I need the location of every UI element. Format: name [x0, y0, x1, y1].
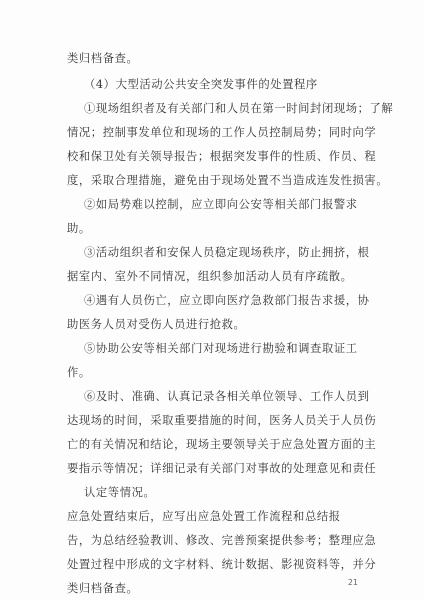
text-line: 达现场的时间，采取重要措施的时间，医务人员关于人员伤 [67, 414, 377, 427]
text-line: ④遇有人员伤亡，应立即向医疗急救部门报告求援，协 [84, 294, 370, 307]
text-line: 校和保卫处有关领导报告；根据突发事件的性质、作员、程 [67, 150, 377, 163]
text-line: 度，采取合理措施，避免由于现场处置不当造成连发性损害。 [67, 174, 389, 187]
text-line: ⑤协助公安等相关部门对现场进行勘验和调查取证工 [84, 342, 358, 355]
text-line: 处置过程中形成的文字材料、统计数据、影视资料等，并分 [67, 558, 377, 571]
text-line: 类归档备查。 [67, 52, 139, 65]
text-line: 助。 [67, 222, 91, 235]
text-line: 类归档备查。 [67, 582, 139, 595]
text-line: 作。 [67, 366, 91, 379]
text-line: ⑥及时、准确、认真记录各相关单位领导、工作人员到 [84, 390, 370, 403]
section-heading: （4）大型活动公共安全突发事件的处置程序 [84, 78, 318, 91]
text-line: 要指示等情况；详细记录有关部门对事故的处理意见和责任 [67, 462, 377, 475]
text-line: 应急处置结束后，应写出应急处置工作流程和总结报 [67, 510, 341, 523]
text-line: ②如局势难以控制，应立即向公安等相关部门报警求 [84, 198, 358, 211]
text-line: 助医务人员对受伤人员进行抢救。 [67, 318, 246, 331]
text-line: ①现场组织者及有关部门和人员在第一时间封闭现场；了解 [84, 102, 394, 115]
text-line: 亡的有关情况和结论，现场主要领导关于应急处置方面的主 [67, 438, 377, 451]
text-line: 据室内、室外不同情况，组织参加活动人员有序疏散。 [67, 270, 353, 283]
text-line: ③活动组织者和安保人员稳定现场秩序，防止拥挤，根 [84, 246, 370, 259]
text-line: 认定等情况。 [84, 486, 156, 499]
text-line: 情况；控制事发单位和现场的工作人员控制局势；同时向学 [67, 126, 377, 139]
page-number: 21 [347, 578, 358, 587]
text-line: 告，为总结经验教训、修改、完善预案提供参考；整理应急 [67, 534, 377, 547]
